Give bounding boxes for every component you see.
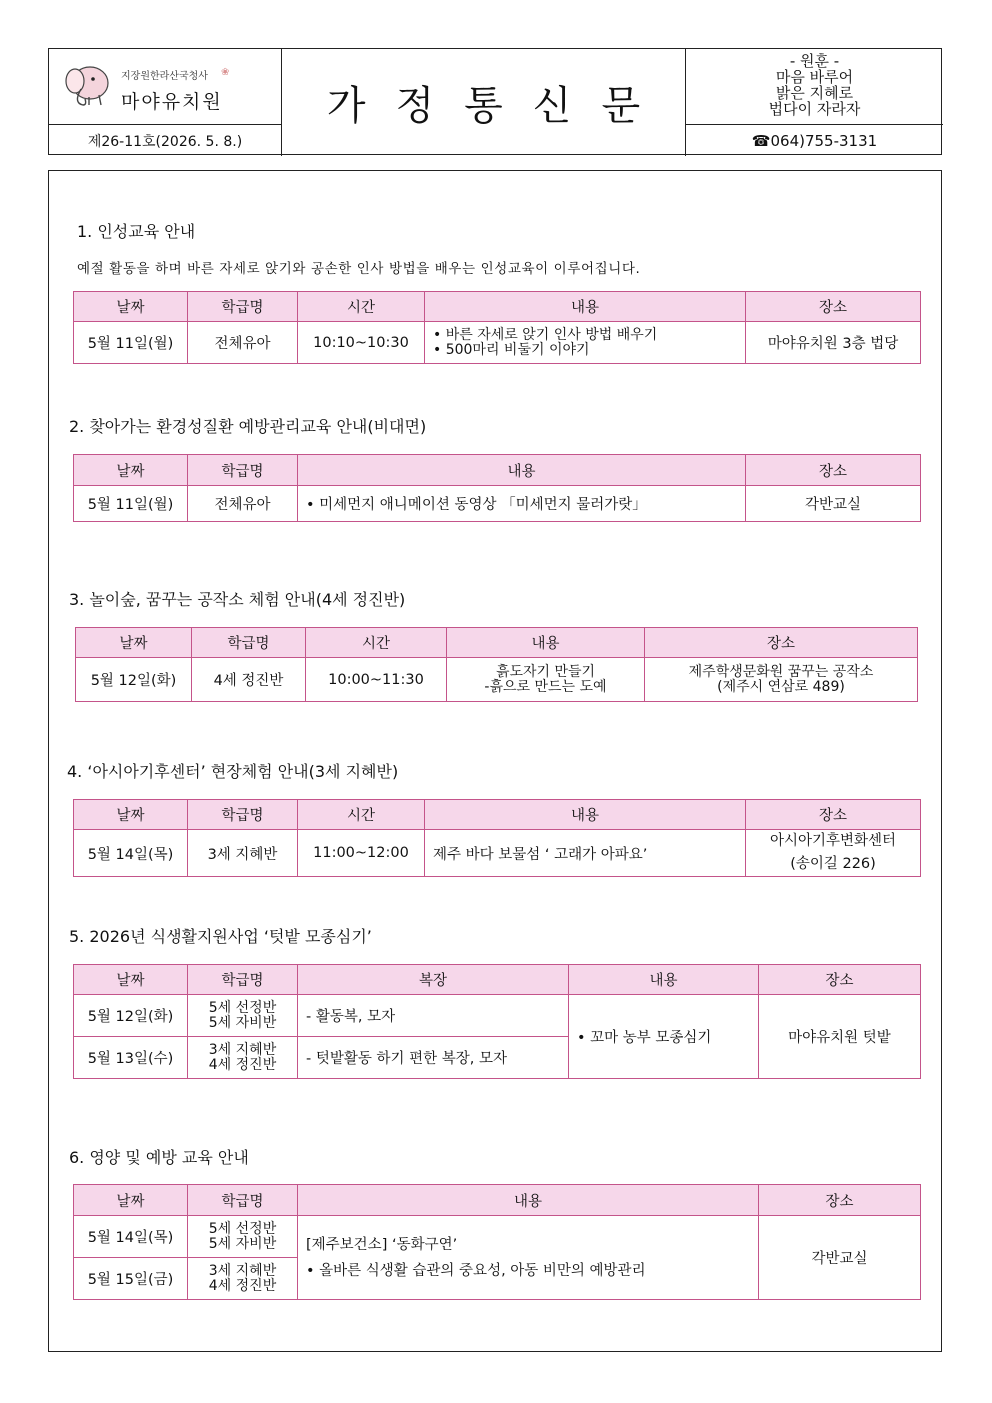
section-title: 2. 찾아가는 환경성질환 예방관리교육 안내(비대면) [69,417,427,436]
motto-label: - 원훈 - [789,52,840,70]
page-title-cell [282,49,686,156]
header-date: 날짜 [76,628,192,658]
content-line: • 500마리 비둘기 이야기 [433,341,590,358]
table-header-row [76,628,918,658]
content-frame [48,170,942,1352]
elephant-icon [63,59,115,109]
content-line: • 바른 자세로 앉기 인사 방법 배우기 [433,326,658,343]
class-line: 3세 지혜반 [208,1262,277,1279]
cell-dress: - 텃밭활동 하기 편한 복장, 모자 [298,1037,569,1079]
cell-class [188,995,298,1037]
header-date: 날짜 [74,292,188,322]
cell-content [425,322,746,364]
cell-time: 10:00~11:30 [306,658,447,702]
cell-class: 전체유아 [188,322,298,364]
header-content: 내용 [298,1185,759,1216]
header-class: 학급명 [188,965,298,995]
cell-place: 마야유치원 텃밭 [759,995,921,1079]
header-class: 학급명 [188,455,298,486]
logo-subtitle: 지장원한라산국청사 [121,71,208,82]
table-row [74,995,921,1037]
schedule-table-1 [73,291,921,364]
cell-class [188,1037,298,1079]
cell-place: 마야유치원 3층 법당 [746,322,921,364]
motto-line: 마음 바루어 [775,68,854,86]
school-name: 마야유치원 [121,91,223,113]
header-class: 학급명 [188,1185,298,1216]
header-place: 장소 [746,800,921,830]
class-line: 5세 선정반 [208,1220,277,1237]
cell-content: 제주 바다 보물섬 ‘ 고래가 아파요’ [425,830,746,877]
section-title: 1. 인성교육 안내 [77,222,196,241]
header-content: 내용 [569,965,759,995]
header-place: 장소 [746,455,921,486]
header-content: 내용 [425,292,746,322]
header-class: 학급명 [188,800,298,830]
table-header-row [74,455,921,486]
place-line: (제주시 연삼로 489) [717,678,845,695]
cell-place: 각반교실 [746,486,921,522]
cell-place [645,658,918,702]
table-header-row [74,1185,921,1216]
page-title: 가정통신문 [326,83,671,129]
cell-time: 11:00~12:00 [298,830,425,877]
cell-date: 5월 12일(화) [76,658,192,702]
class-line: 4세 정진반 [208,1277,277,1294]
class-line: 5세 자비반 [208,1235,277,1252]
cell-content [298,1216,759,1300]
phone-number: ☎064)755-3131 [751,131,878,150]
cell-date: 5월 14일(목) [74,830,188,877]
section-title: 3. 놀이숲, 꿈꾸는 공작소 체험 안내(4세 정진반) [69,590,406,609]
place-line: 제주학생문화원 꿈꾸는 공작소 [688,663,874,680]
content-line: -흙으로 만드는 도예 [484,678,607,695]
schedule-table-6 [73,1184,921,1300]
cell-date: 5월 11일(월) [74,486,188,522]
header-class: 학급명 [192,628,306,658]
cell-place [746,830,921,877]
header-date: 날짜 [74,455,188,486]
table-row [74,322,921,364]
schedule-table-4 [73,799,921,877]
cell-date: 5월 11일(월) [74,322,188,364]
lotus-icon: ❀ [221,67,230,78]
newsletter-header [48,48,942,155]
cell-date: 5월 13일(수) [74,1037,188,1079]
class-line: 4세 정진반 [208,1056,277,1073]
schedule-table-3 [75,627,918,702]
issue-number: 제26-11호(2026. 5. 8.) [49,125,282,156]
content-line: • 올바른 식생활 습관의 중요성, 아동 비만의 예방관리 [306,1262,646,1279]
header-content: 내용 [447,628,645,658]
header-class: 학급명 [188,292,298,322]
section-title: 5. 2026년 식생활지원사업 ‘텃밭 모종심기’ [69,927,372,946]
header-time: 시간 [306,628,447,658]
cell-date: 5월 15일(금) [74,1258,188,1300]
cell-time: 10:10~10:30 [298,322,425,364]
table-row [74,486,921,522]
school-motto [686,49,943,125]
cell-place: 각반교실 [759,1216,921,1300]
cell-class [188,1216,298,1258]
header-place: 장소 [746,292,921,322]
header-date: 날짜 [74,965,188,995]
cell-date: 5월 12일(화) [74,995,188,1037]
motto-line: 법다이 자라자 [768,100,861,118]
cell-content: • 미세먼지 애니메이션 동영상 「미세먼지 물러가랏」 [298,486,746,522]
schedule-table-2 [73,454,921,522]
motto-line: 밝은 지혜로 [775,84,854,102]
table-header-row [74,965,921,995]
place-line: (송이길 226) [790,856,876,872]
table-header-row [74,800,921,830]
content-line: 흙도자기 만들기 [495,663,596,680]
header-content: 내용 [298,455,746,486]
cell-class: 3세 지혜반 [188,830,298,877]
place-line: 아시아기후변화센터 [769,833,897,849]
table-row [76,658,918,702]
cell-date: 5월 14일(목) [74,1216,188,1258]
schedule-table-5 [73,964,921,1079]
class-line: 5세 선정반 [208,999,277,1016]
header-place: 장소 [645,628,918,658]
header-content: 내용 [425,800,746,830]
header-date: 날짜 [74,800,188,830]
cell-class: 4세 정진반 [192,658,306,702]
class-line: 5세 자비반 [208,1014,277,1031]
header-place: 장소 [759,965,921,995]
header-dress: 복장 [298,965,569,995]
section-title: 6. 영양 및 예방 교육 안내 [69,1148,249,1167]
cell-dress: - 활동복, 모자 [298,995,569,1037]
table-row [74,830,921,877]
header-place: 장소 [759,1185,921,1216]
table-row [74,1216,921,1258]
cell-class [188,1258,298,1300]
header-time: 시간 [298,800,425,830]
cell-class: 전체유아 [188,486,298,522]
header-date: 날짜 [74,1185,188,1216]
section-intro: 예절 활동을 하며 바른 자세로 앉기와 공손한 인사 방법을 배우는 인성교육이 이루어집니다. [77,261,641,277]
content-line: [제주보건소] ‘동화구연’ [306,1236,458,1253]
cell-content: • 꼬마 농부 모종심기 [569,995,759,1079]
class-line: 3세 지혜반 [208,1041,277,1058]
cell-content [447,658,645,702]
school-logo-block [49,49,282,125]
section-title: 4. ‘아시아기후센터’ 현장체험 안내(3세 지혜반) [67,762,399,781]
header-time: 시간 [298,292,425,322]
table-header-row [74,292,921,322]
